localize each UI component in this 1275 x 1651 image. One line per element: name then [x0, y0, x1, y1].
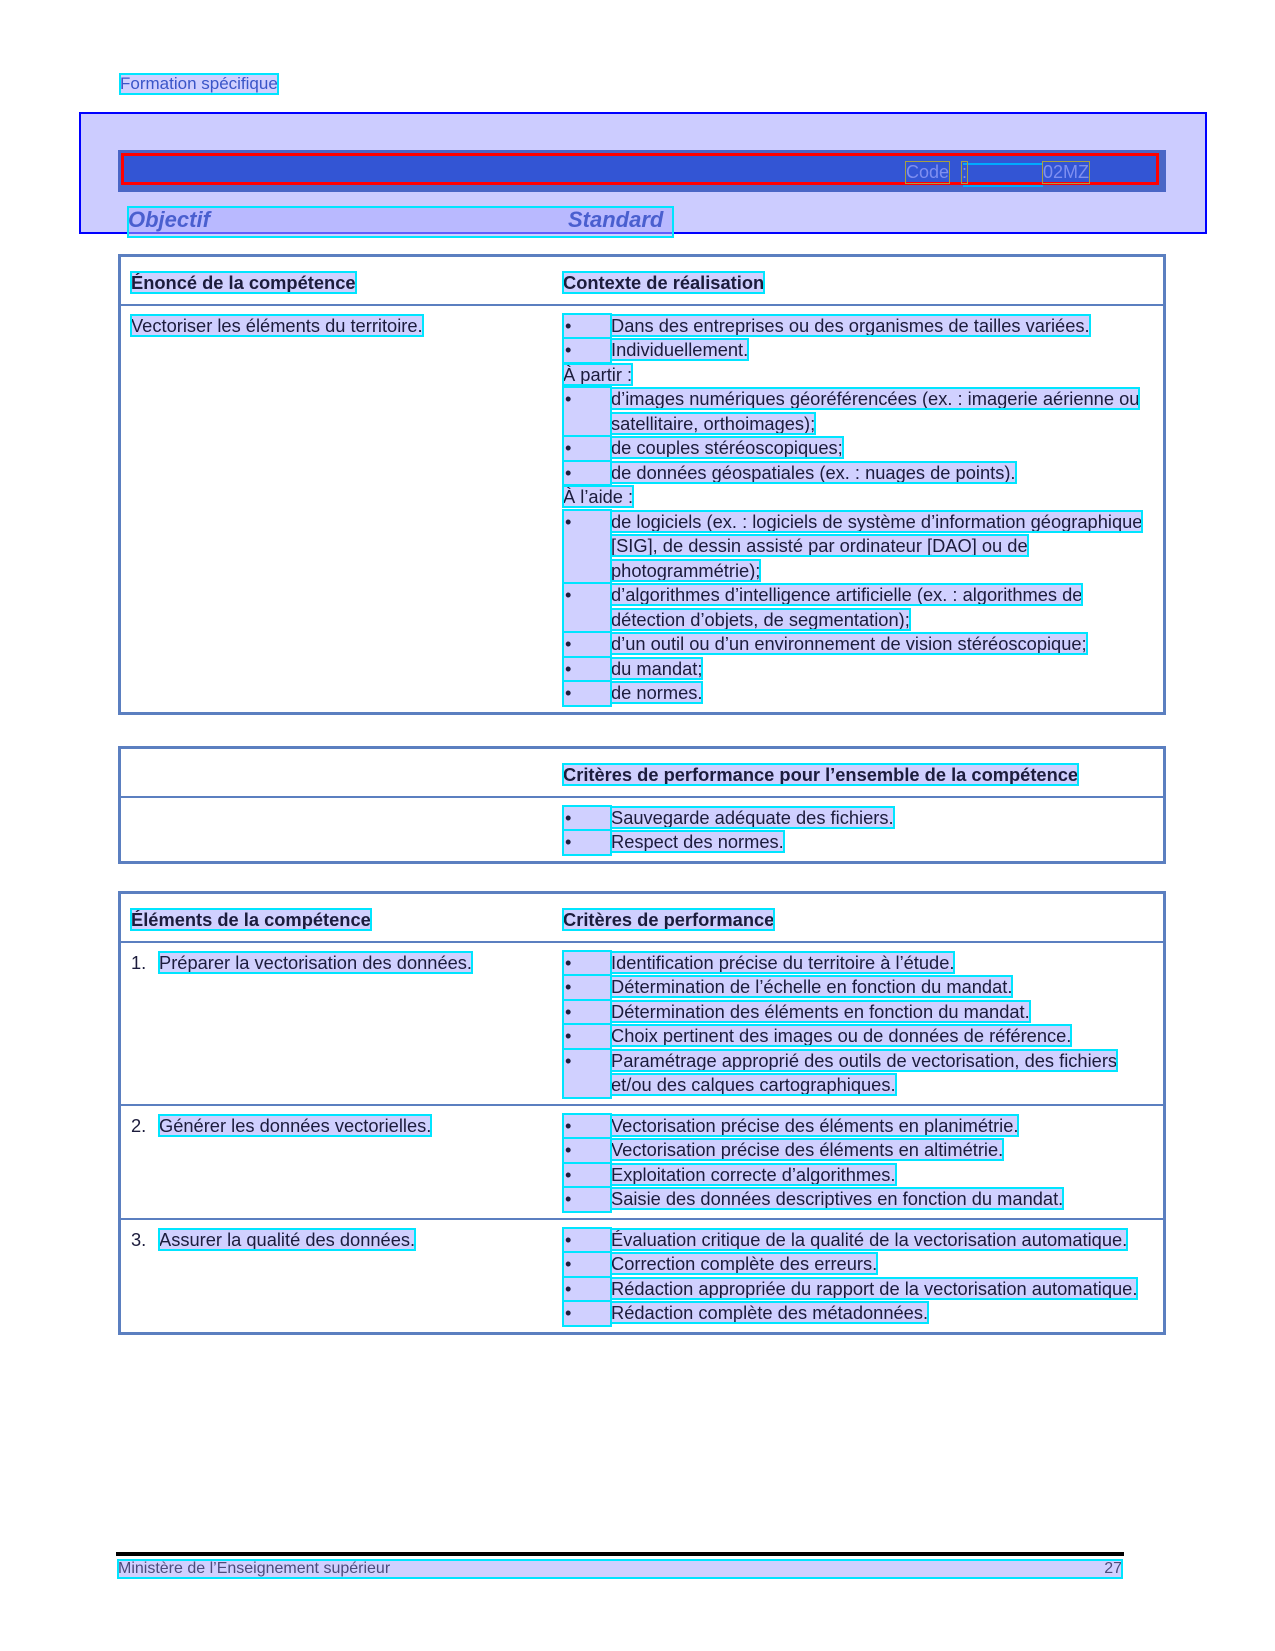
bullet-text: Détermination des éléments en fonction du mandat.	[611, 1000, 1030, 1022]
bullet-item	[563, 314, 1155, 339]
bullet-item	[563, 806, 1155, 831]
criteria-header: Critères de performance	[563, 909, 775, 930]
bullet-icon: •	[563, 657, 611, 682]
bullet-icon: •	[563, 387, 611, 436]
bullet-icon: •	[563, 510, 611, 584]
bullet-text: Rédaction complète des métadonnées.	[611, 1302, 929, 1323]
bullet-item	[563, 510, 1155, 584]
element-number: 1.	[131, 951, 147, 973]
overall-criteria-list	[563, 797, 1165, 863]
competence-element	[131, 1228, 563, 1253]
elements-header: Éléments de la compétence	[131, 909, 371, 930]
context-list	[563, 305, 1165, 714]
table-row	[120, 942, 1165, 1105]
bullet-text: Rédaction appropriée du rapport de la vectorisation automatique.	[611, 1277, 1138, 1299]
bullet-item	[563, 461, 1155, 486]
overall-criteria-header: Critères de performance pour l’ensemble de la compétence	[563, 764, 1079, 785]
code-label: Code	[906, 162, 950, 182]
elements-criteria-table	[118, 891, 1166, 1335]
bullet-text: Correction complète des erreurs.	[611, 1253, 878, 1274]
code-separator: :	[962, 162, 968, 182]
bullet-icon: •	[563, 436, 611, 461]
bullet-text: Détermination de l’échelle en fonction du mandat.	[611, 976, 1013, 997]
bullet-item	[563, 681, 1155, 706]
label-text: À partir :	[563, 363, 633, 385]
bullet-item	[563, 583, 1155, 632]
bullet-item	[563, 1187, 1155, 1212]
bullet-text: de logiciels (ex. : logiciels de système d’information géographique [SIG], de dessin assisté par ordinateur [DAO] ou de photogrammétrie);	[611, 510, 1143, 581]
table-row	[120, 1219, 1165, 1334]
bullet-item	[563, 632, 1155, 657]
bullet-item	[563, 657, 1155, 682]
bullet-item	[563, 1301, 1155, 1326]
bullet-item	[563, 1138, 1155, 1163]
element-number: 2.	[131, 1114, 147, 1136]
competence-header: Énoncé de la compétence	[131, 272, 356, 293]
bullet-icon: •	[563, 1114, 611, 1139]
bullet-icon: •	[563, 632, 611, 657]
code-value: 02MZ	[1043, 162, 1090, 182]
bullet-item	[563, 436, 1155, 461]
bullet-text: de normes.	[611, 682, 703, 703]
bullet-text: d’images numériques géoréférencées (ex. : imagerie aérienne ou satellitaire, orthoimages);	[611, 388, 1140, 434]
footer	[118, 1560, 1122, 1578]
bullet-icon: •	[563, 1187, 611, 1212]
objective-heading: Objectif	[128, 207, 210, 232]
bullet-icon: •	[563, 975, 611, 1000]
bullet-icon: •	[563, 951, 611, 976]
element-text: Préparer la vectorisation des données.	[159, 951, 472, 973]
competence-context-table	[118, 254, 1166, 715]
competence-statement: Vectoriser les éléments du territoire.	[131, 314, 423, 336]
bullet-text: Vectorisation précise des éléments en planimétrie.	[611, 1114, 1019, 1136]
footer-ministry: Ministère de l’Enseignement supérieur	[118, 1560, 391, 1577]
bullet-icon: •	[563, 1277, 611, 1302]
overall-criteria-table	[118, 746, 1166, 864]
bullet-text: d’un outil ou d’un environnement de vision stéréoscopique;	[611, 633, 1087, 654]
bullet-icon: •	[563, 1000, 611, 1025]
standard-heading: Standard	[568, 207, 664, 232]
bullet-icon: •	[563, 1252, 611, 1277]
bullet-icon: •	[563, 1228, 611, 1253]
bullet-text: Exploitation correcte d’algorithmes.	[611, 1163, 896, 1185]
bullet-text: Saisie des données descriptives en fonction du mandat.	[611, 1188, 1064, 1209]
bullet-text: d’algorithmes d’intelligence artificielle (ex. : algorithmes de détection d’objets, de segmentation);	[611, 584, 1083, 630]
context-header: Contexte de réalisation	[563, 272, 765, 293]
bullet-icon: •	[563, 461, 611, 486]
footer-rule	[116, 1552, 1124, 1556]
element-text: Générer les données vectorielles.	[159, 1114, 432, 1136]
bullet-item	[563, 1228, 1155, 1253]
bullet-icon: •	[563, 830, 611, 855]
bullet-icon: •	[563, 1163, 611, 1188]
bullet-text: du mandat;	[611, 657, 703, 679]
bullet-item	[563, 975, 1155, 1000]
bullet-icon: •	[563, 583, 611, 632]
bullet-icon: •	[563, 338, 611, 363]
bullet-item	[563, 830, 1155, 855]
bullet-icon: •	[563, 314, 611, 339]
bullet-item	[563, 1277, 1155, 1302]
bullet-icon: •	[563, 1301, 611, 1326]
code-connector	[963, 163, 1043, 187]
bullet-text: Paramétrage approprié des outils de vectorisation, des fichiers et/ou des calques cartographiques.	[611, 1049, 1118, 1095]
bullet-icon: •	[563, 1049, 611, 1098]
element-text: Assurer la qualité des données.	[159, 1228, 416, 1250]
bullet-text: Respect des normes.	[611, 831, 784, 852]
bullet-text: de couples stéréoscopiques;	[611, 437, 843, 458]
element-number: 3.	[131, 1228, 147, 1250]
label-text: À l’aide :	[563, 486, 634, 507]
bullet-item	[563, 338, 1155, 363]
running-header: Formation spécifique	[120, 74, 278, 93]
list-label	[563, 363, 1155, 388]
bullet-item	[563, 1114, 1155, 1139]
competence-element	[131, 951, 563, 976]
bullet-item	[563, 387, 1155, 436]
competence-element	[131, 1114, 563, 1139]
bullet-text: Identification précise du territoire à l’étude.	[611, 951, 955, 973]
bullet-item	[563, 1252, 1155, 1277]
bullet-icon: •	[563, 1024, 611, 1049]
bullet-icon: •	[563, 806, 611, 831]
bullet-item	[563, 1163, 1155, 1188]
bullet-item	[563, 1024, 1155, 1049]
list-label	[563, 485, 1155, 510]
bullet-icon: •	[563, 1138, 611, 1163]
bullet-item	[563, 1000, 1155, 1025]
bullet-text: Individuellement.	[611, 339, 749, 360]
bullet-text: Choix pertinent des images ou de données de référence.	[611, 1025, 1072, 1046]
objective-standard-row	[128, 207, 673, 237]
bullet-item	[563, 951, 1155, 976]
bullet-text: de données géospatiales (ex. : nuages de points).	[611, 461, 1016, 483]
table-row	[120, 1105, 1165, 1219]
bullet-item	[563, 1049, 1155, 1098]
bullet-text: Évaluation critique de la qualité de la vectorisation automatique.	[611, 1228, 1128, 1250]
bullet-text: Sauvegarde adéquate des fichiers.	[611, 806, 894, 828]
page-number: 27	[1104, 1560, 1122, 1577]
bullet-text: Vectorisation précise des éléments en altimétrie.	[611, 1139, 1004, 1160]
bullet-icon: •	[563, 681, 611, 706]
bullet-text: Dans des entreprises ou des organismes de tailles variées.	[611, 314, 1090, 336]
